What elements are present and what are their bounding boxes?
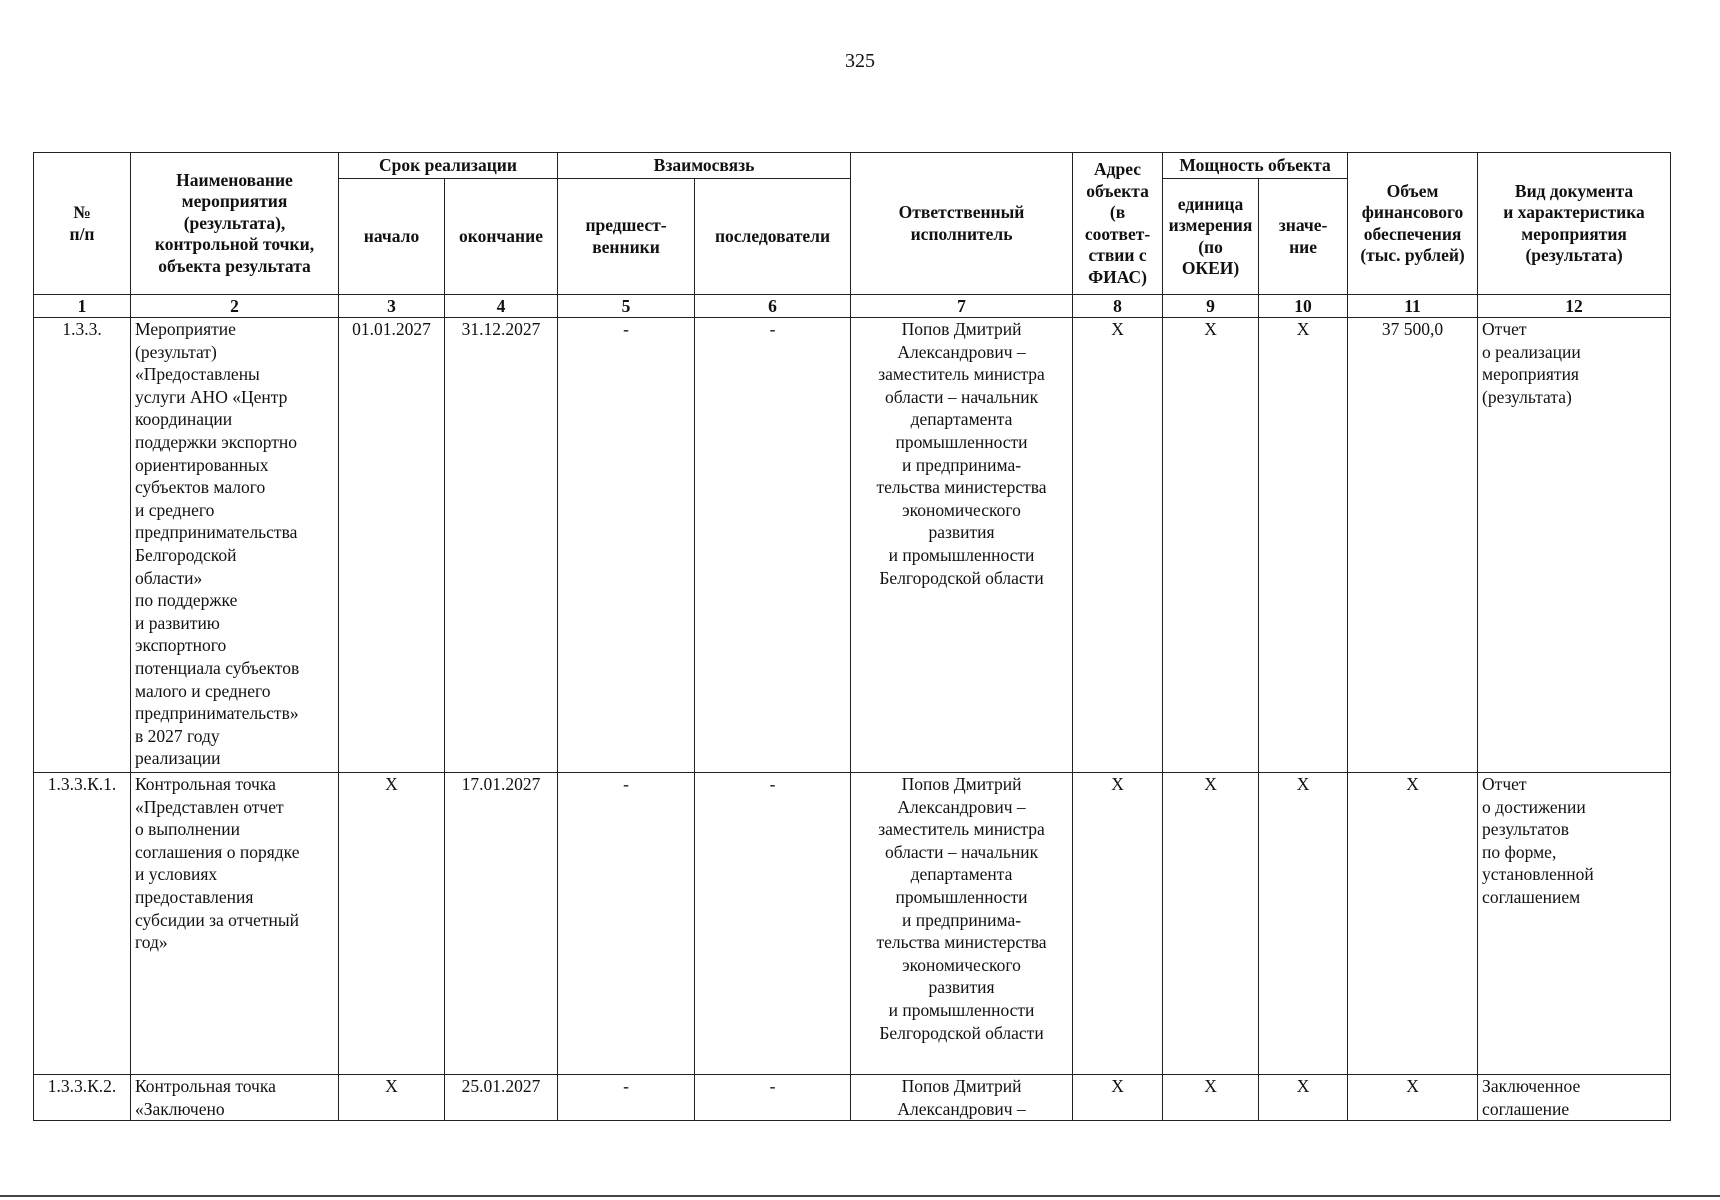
row-predecessors: - [558,773,695,1075]
row-address: X [1073,773,1163,1075]
header-document: Вид документа и характеристика мероприятия (результата) [1478,153,1671,295]
col-number: 9 [1163,295,1259,318]
header-value: значе- ние [1259,179,1348,295]
row-finance: X [1348,1075,1478,1121]
row-responsible: Попов Дмитрий Александрович – [851,1075,1073,1121]
row-address: X [1073,1075,1163,1121]
row-unit: X [1163,318,1259,773]
header-responsible: Ответственный исполнитель [851,153,1073,295]
row-successors: - [695,318,851,773]
row-name: Мероприятие (результат) «Предоставлены услуги АНО «Центр координации поддержки экспортно ориентированных субъектов малого и среднего предпринимательства Белгородской области» по поддержке и развитию экспортного потенциала субъектов малого и среднего предпринимательств» в 2027 году реализации [131,318,339,773]
row-predecessors: - [558,1075,695,1121]
row-finance: 37 500,0 [1348,318,1478,773]
row-responsible: Попов Дмитрий Александрович – заместитель министра области – начальник департамента промышленности и предпринима- тельства министерства экономического развития и промышленности Белгородской области [851,318,1073,773]
row-end-date: 31.12.2027 [445,318,558,773]
row-number: 1.3.3.К.1. [34,773,131,1075]
header-successors: последователи [695,179,851,295]
header-power: Мощность объекта [1163,153,1348,179]
table-row [34,773,1671,1075]
header-end: окончание [445,179,558,295]
header-unit: единица измерения (по ОКЕИ) [1163,179,1259,295]
row-start-date: X [339,773,445,1075]
row-end-date: 25.01.2027 [445,1075,558,1121]
table-header [34,153,1671,318]
row-number: 1.3.3.К.2. [34,1075,131,1121]
header-predecessors: предшест- венники [558,179,695,295]
header-address: Адрес объекта (в соответ- ствии с ФИАС) [1073,153,1163,295]
row-document: Отчет о достижении результатов по форме, установленной соглашением [1478,773,1671,1075]
row-value: X [1259,1075,1348,1121]
col-number: 11 [1348,295,1478,318]
row-unit: X [1163,773,1259,1075]
row-number: 1.3.3. [34,318,131,773]
col-number: 6 [695,295,851,318]
header-link: Взаимосвязь [558,153,851,179]
row-unit: X [1163,1075,1259,1121]
row-address: X [1073,318,1163,773]
page-number: 325 [845,50,875,72]
col-number: 5 [558,295,695,318]
header-num: № п/п [34,153,131,295]
row-start-date: X [339,1075,445,1121]
col-number: 3 [339,295,445,318]
header-finance: Объем финансового обеспечения (тыс. рублей) [1348,153,1478,295]
row-successors: - [695,773,851,1075]
row-responsible: Попов Дмитрий Александрович – заместитель министра области – начальник департамента промышленности и предпринима- тельства министерства экономического развития и промышленности Белгородской области [851,773,1073,1075]
row-finance: X [1348,773,1478,1075]
row-value: X [1259,773,1348,1075]
col-number: 8 [1073,295,1163,318]
header-term: Срок реализации [339,153,558,179]
row-document: Отчет о реализации мероприятия (результата) [1478,318,1671,773]
col-number: 2 [131,295,339,318]
col-number: 1 [34,295,131,318]
row-end-date: 17.01.2027 [445,773,558,1075]
row-start-date: 01.01.2027 [339,318,445,773]
row-predecessors: - [558,318,695,773]
row-name: Контрольная точка «Представлен отчет о выполнении соглашения о порядке и условиях предоставления субсидии за отчетный год» [131,773,339,1075]
col-number: 12 [1478,295,1671,318]
row-successors: - [695,1075,851,1121]
col-number: 7 [851,295,1073,318]
col-number: 4 [445,295,558,318]
table-row [34,318,1671,773]
row-value: X [1259,318,1348,773]
row-document: Заключенное соглашение [1478,1075,1671,1121]
header-name: Наименование мероприятия (результата), контрольной точки, объекта результата [131,153,339,295]
row-name: Контрольная точка «Заключено [131,1075,339,1121]
table-row [34,1075,1671,1121]
activities-table [33,152,1671,1121]
header-start: начало [339,179,445,295]
col-number: 10 [1259,295,1348,318]
page-edge-divider [0,1195,1720,1197]
